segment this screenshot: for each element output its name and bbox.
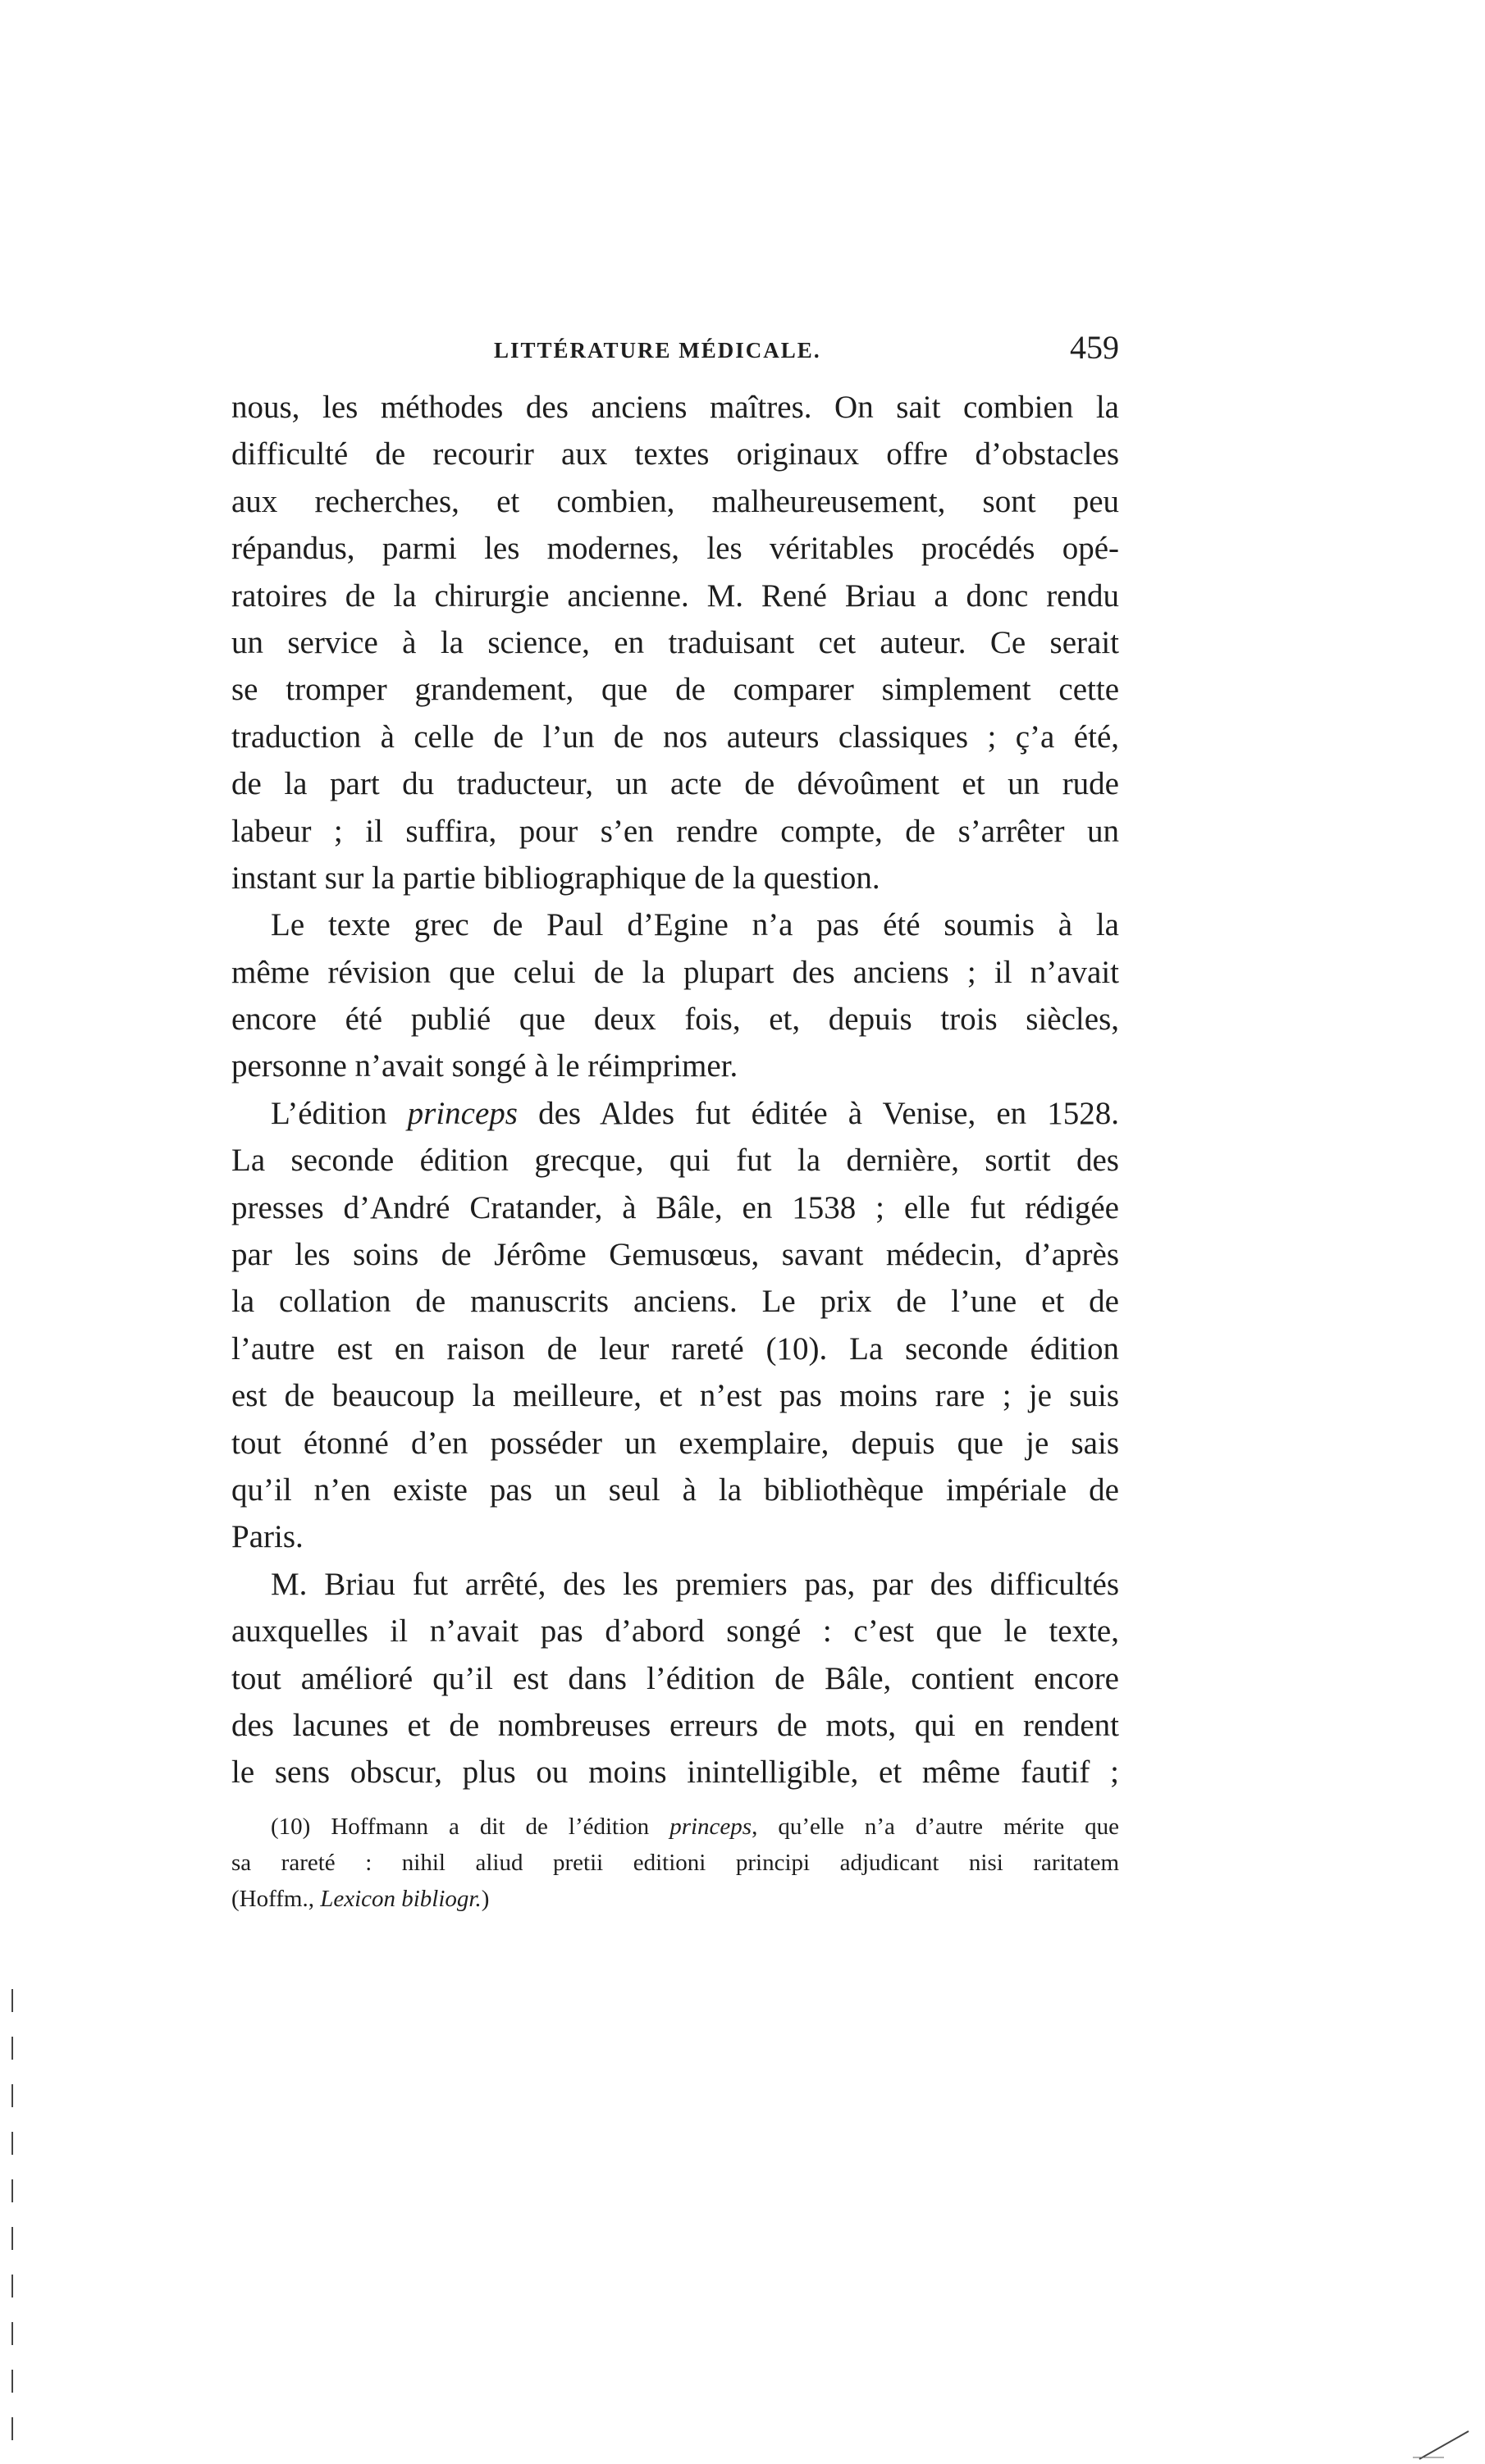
text-segment: (Hoffm., [231, 1886, 314, 1912]
body-text [231, 384, 1119, 1796]
text-line: par les soins de Jérôme Gemusœus, savant médecin, d’après [231, 1237, 1119, 1273]
pencil-mark [1411, 2428, 1477, 2461]
text-line: La seconde édition grecque, qui fut la dernière, sortit des [231, 1143, 1119, 1179]
text-line: difficulté de recourir aux textes originaux offre d’obstacles [231, 436, 1119, 472]
footnote-line [231, 1881, 1119, 1917]
text-line: traduction à celle de l’un de nos auteurs classiques ; ç’a été, [231, 719, 1119, 755]
text-segment: (10) Hoffmann a dit de l’édition [271, 1814, 650, 1840]
text-line: des lacunes et de nombreuses erreurs de mots, qui en rendent [231, 1707, 1119, 1743]
scan-mark [11, 2417, 13, 2440]
scan-mark [11, 2275, 13, 2297]
text-line: auxquelles il n’avait pas d’abord songé : c’est que le texte, [231, 1613, 1119, 1650]
text-line: nous, les méthodes des anciens maîtres. On sait combien la [231, 390, 1119, 425]
text-segment: des Aldes fut éditée à Venise, en 1528. [538, 1095, 1120, 1131]
text-line: M. Briau fut arrêté, des les premiers pas, par des difficultés [271, 1566, 1119, 1602]
text-line: Paris. [231, 1519, 304, 1555]
scan-mark [11, 2132, 13, 2155]
footnote [231, 1809, 1119, 1917]
text-segment: L’édition [271, 1095, 387, 1131]
text-line: encore été publié que deux fois, et, depuis trois siècles, [231, 1002, 1119, 1038]
text-line: tout étonné d’en posséder un exemplaire, depuis que je sais [231, 1425, 1119, 1461]
scan-mark [11, 2227, 13, 2250]
italic-word: Lexicon bibliogr. [320, 1886, 482, 1912]
scan-mark [11, 2037, 13, 2060]
text-line: un service à la science, en traduisant cet auteur. Ce serait [231, 624, 1119, 660]
running-title: LITTÉRATURE MÉDICALE. [494, 338, 821, 363]
page-number: 459 [1070, 329, 1119, 366]
footnote-line: sa rareté : nihil aliud pretii editioni principi adjudicant nisi raritatem [231, 1850, 1119, 1876]
text-line: de la part du traducteur, un acte de dévoûment et un rude [231, 766, 1119, 802]
scan-mark [11, 2179, 13, 2202]
italic-word: princeps [669, 1814, 752, 1840]
text-line: personne n’avait songé à le réimprimer. [231, 1048, 738, 1084]
text-line: le sens obscur, plus ou moins inintelligible, et même fautif ; [231, 1754, 1119, 1791]
scan-mark [11, 2084, 13, 2107]
text-line: répandus, parmi les modernes, les véritables procédés opé- [231, 531, 1119, 567]
text-line: aux recherches, et combien, malheureusement, sont peu [231, 483, 1119, 519]
text-segment: , qu’elle n’a d’autre mérite que [752, 1814, 1119, 1840]
text-line: qu’il n’en existe pas un seul à la bibliothèque impériale de [231, 1472, 1119, 1508]
text-line: même révision que celui de la plupart des anciens ; il n’avait [231, 954, 1119, 990]
scan-mark [11, 1989, 13, 2012]
text-line [231, 1090, 1119, 1137]
text-line: labeur ; il suffira, pour s’en rendre compte, de s’arrêter un [231, 813, 1119, 849]
text-line: tout amélioré qu’il est dans l’édition de Bâle, contient encore [231, 1660, 1119, 1696]
text-line: la collation de manuscrits anciens. Le prix de l’une et de [231, 1284, 1119, 1320]
text-line: l’autre est en raison de leur rareté (10). La seconde édition [231, 1330, 1119, 1367]
scan-mark [11, 2322, 13, 2345]
italic-word: princeps [407, 1095, 518, 1131]
text-line: se tromper grandement, que de comparer simplement cette [231, 672, 1119, 708]
footnote-line [231, 1809, 1119, 1845]
text-line: ratoires de la chirurgie ancienne. M. René Briau a donc rendu [231, 577, 1119, 614]
text-line: presses d’André Cratander, à Bâle, en 1538 ; elle fut rédigée [231, 1189, 1119, 1225]
text-line: est de beaucoup la meilleure, et n’est pas moins rare ; je suis [231, 1378, 1119, 1414]
page-header [231, 328, 1119, 369]
text-line: instant sur la partie bibliographique de la question. [231, 860, 880, 896]
scan-mark [11, 2370, 13, 2393]
text-line: Le texte grec de Paul d’Egine n’a pas été soumis à la [271, 907, 1119, 943]
text-segment: ) [481, 1886, 490, 1912]
